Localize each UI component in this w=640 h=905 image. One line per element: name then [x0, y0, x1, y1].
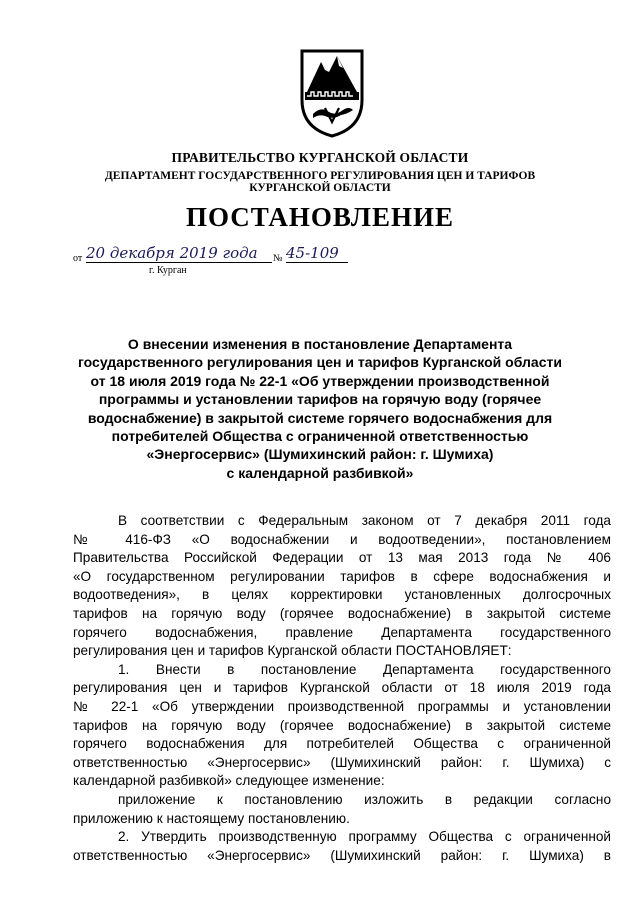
department-name-line-2: КУРГАНСКОЙ ОБЛАСТИ	[249, 182, 391, 194]
subject-line: «Энергосервис» (Шумихинский район: г. Шумиха)	[146, 446, 494, 463]
body-line: тарифов на горячую воду (горячее водоснабжение) в закрытой системе	[73, 605, 611, 621]
body-line: регулирования цен и тарифов Курганской области от 18 июля 2019 года	[73, 680, 611, 696]
dateline	[73, 244, 373, 284]
body-line: горячего водоснабжения для потребителей Общества с ограниченной	[73, 736, 611, 752]
body-line: «О государственном регулировании тарифов в сфере водоснабжения и	[73, 568, 611, 584]
document-body	[73, 512, 611, 865]
body-line: водоотведения», в целях корректировки установленных долгосрочных	[73, 587, 611, 603]
body-line: 1. Внести в постановление Департамента государственного	[118, 661, 611, 677]
body-line: В соответствии с Федеральным законом от 7 декабря 2011 года	[118, 513, 611, 528]
government-name: ПРАВИТЕЛЬСТВО КУРГАНСКОЙ ОБЛАСТИ	[171, 150, 469, 165]
body-line: № 22-1 «Об утверждении производственной программы и установлении	[73, 698, 611, 714]
subject-line: государственного регулирования цен и тарифов Курганской области	[78, 354, 562, 371]
coat-of-arms-icon	[299, 48, 365, 138]
date-prefix-label: от	[73, 253, 83, 264]
subject-line: потребителей Общества с ограниченной ответственностью	[111, 428, 529, 445]
department-name-line-1: ДЕПАРТАМЕНТ ГОСУДАРСТВЕННОГО РЕГУЛИРОВАНИЯ ЦЕН И ТАРИФОВ	[104, 170, 536, 182]
document-type-title: ПОСТАНОВЛЕНИЕ	[185, 202, 455, 232]
subject-line: водоснабжение) в закрытой системе горячего водоснабжения для	[87, 409, 553, 426]
handwritten-document-number: 45-109	[286, 244, 348, 263]
body-line: приложению к настоящему постановлению.	[73, 810, 350, 826]
number-label: №	[273, 253, 283, 264]
handwritten-date: 20 декабря 2019 года	[86, 244, 272, 263]
body-line: Правительства Российской Федерации от 13 мая 2013 года № 406	[73, 550, 611, 566]
body-line: № 416-ФЗ «О водоснабжении и водоотведении», постановлением	[73, 531, 611, 547]
body-line: горячего водоснабжения, правление Департамента государственного	[73, 624, 611, 640]
document-subject	[60, 335, 580, 482]
subject-line: от 18 июля 2019 года № 22-1 «Об утверждении производственной	[90, 372, 550, 389]
body-line: календарной разбивкой» следующее изменение:	[73, 773, 385, 789]
body-line: 2. Утвердить производственную программу Общества с ограниченной	[118, 829, 611, 845]
body-line: ответственностью «Энергосервис» (Шумихинский район: г. Шумиха) в	[73, 847, 611, 863]
body-line: ответственностью «Энергосервис» (Шумихинский район: г. Шумиха) с	[73, 754, 611, 770]
subject-line: О внесении изменения в постановление Департамента	[127, 336, 513, 352]
subject-line: с календарной разбивкой»	[226, 464, 414, 481]
body-line: тарифов на горячую воду (горячее водоснабжение) в закрытой системе	[73, 717, 611, 733]
body-line: регулирования цен и тарифов Курганской области ПОСТАНОВЛЯЕТ:	[73, 643, 512, 659]
body-line: приложение к постановлению изложить в редакции согласно	[118, 791, 611, 807]
city-label: г. Курган	[149, 265, 187, 276]
subject-line: программы и установлении тарифов на горячую воду (горячее	[98, 391, 542, 408]
